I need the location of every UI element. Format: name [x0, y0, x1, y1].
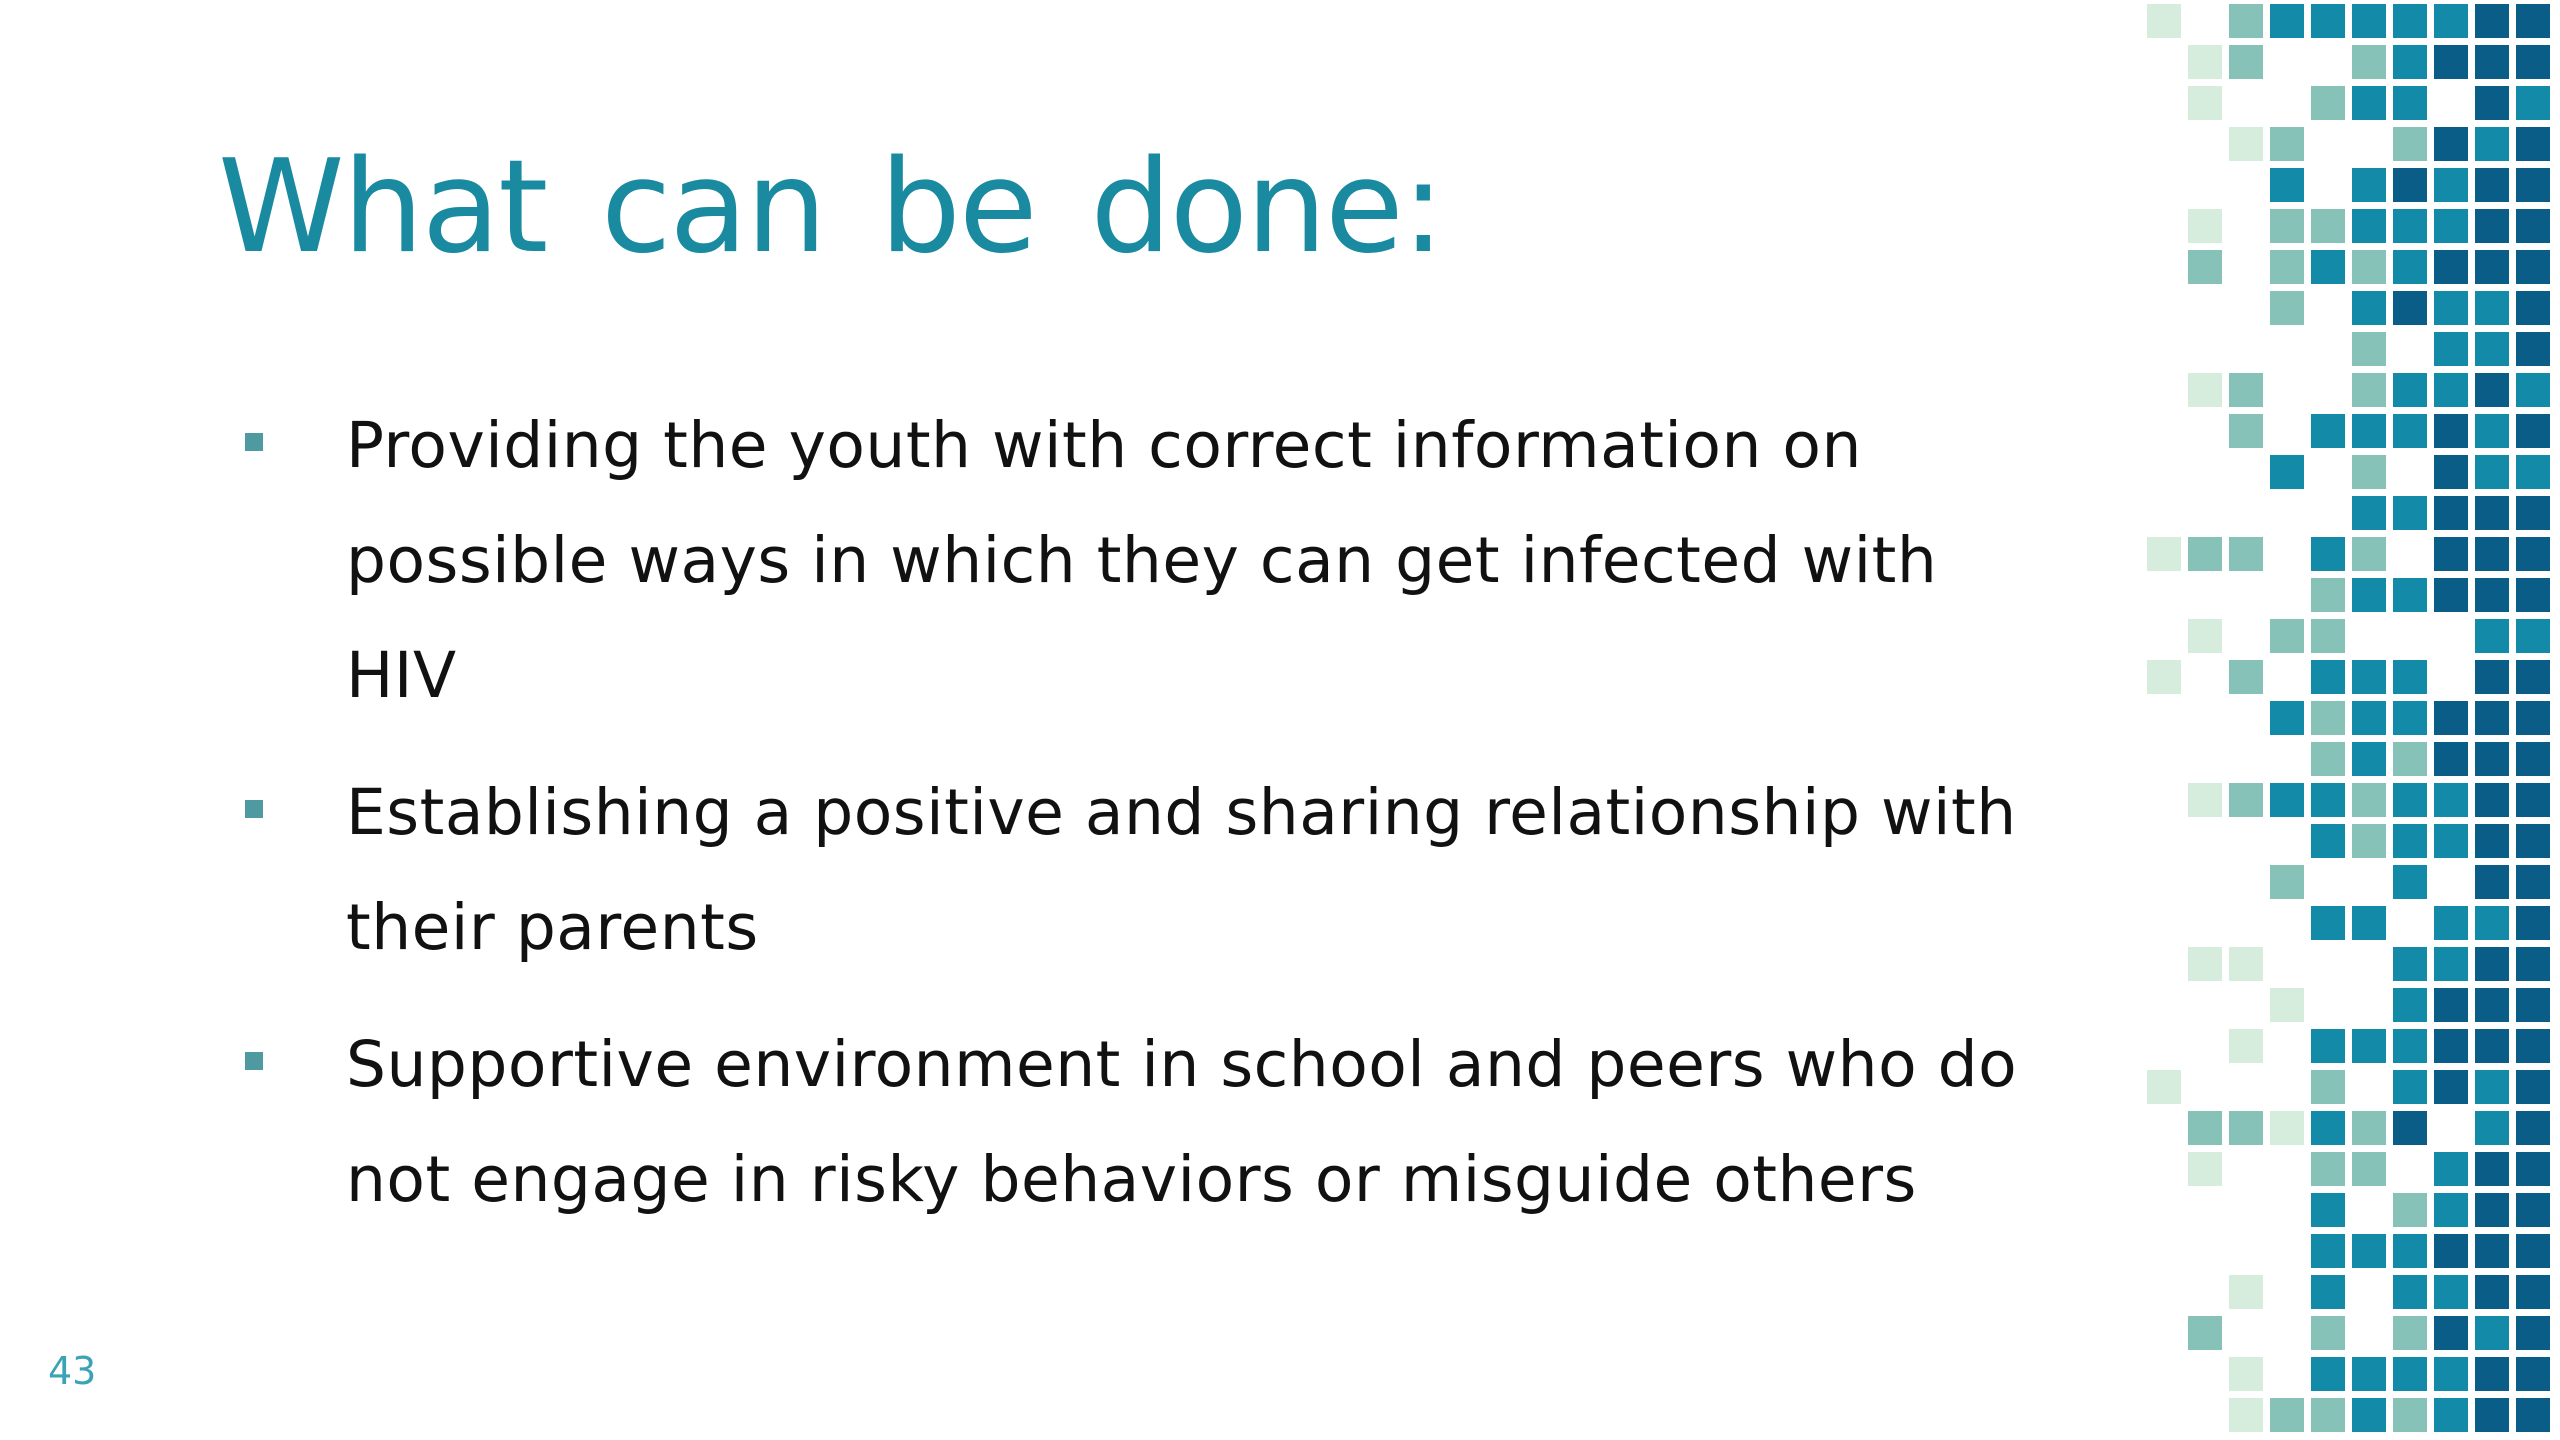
pixel-tile: [2393, 1029, 2427, 1063]
pixel-tile: [2352, 250, 2386, 284]
pixel-tile: [2311, 701, 2345, 735]
pixel-tile: [2188, 86, 2222, 120]
pixel-tile: [2516, 906, 2550, 940]
pixel-tile: [2434, 906, 2468, 940]
pixel-tile: [2434, 45, 2468, 79]
pixel-tile: [2434, 1275, 2468, 1309]
pixel-tile: [2393, 4, 2427, 38]
pixel-tile: [2516, 1152, 2550, 1186]
pixel-tile: [2311, 742, 2345, 776]
pixel-tile: [2352, 86, 2386, 120]
pixel-tile: [2311, 824, 2345, 858]
pixel-tile: [2311, 1152, 2345, 1186]
pixel-tile: [2516, 1234, 2550, 1268]
pixel-tile: [2516, 291, 2550, 325]
pixel-tile: [2270, 1398, 2304, 1432]
pixel-tile: [2516, 1275, 2550, 1309]
pixel-tile: [2475, 250, 2509, 284]
pixel-tile: [2229, 1029, 2263, 1063]
pixel-tile: [2352, 373, 2386, 407]
pixel-tile: [2311, 619, 2345, 653]
pixel-tile: [2229, 373, 2263, 407]
pixel-tile: [2270, 701, 2304, 735]
pixel-tile: [2516, 45, 2550, 79]
pixel-tile: [2229, 4, 2263, 38]
pixel-tile: [2516, 1111, 2550, 1145]
pixel-tile: [2475, 127, 2509, 161]
pixel-tile: [2352, 701, 2386, 735]
pixel-tile: [2516, 373, 2550, 407]
pixel-tile: [2434, 1357, 2468, 1391]
pixel-tile: [2352, 742, 2386, 776]
pixel-tile: [2516, 619, 2550, 653]
pixel-tile: [2475, 701, 2509, 735]
pixel-tile: [2393, 250, 2427, 284]
pixel-tile: [2434, 742, 2468, 776]
pixel-tile: [2434, 496, 2468, 530]
pixel-tile: [2188, 947, 2222, 981]
pixel-tile: [2475, 45, 2509, 79]
pixel-tile: [2516, 455, 2550, 489]
pixel-tile: [2475, 1070, 2509, 1104]
pixel-tile: [2393, 947, 2427, 981]
pixel-tile: [2434, 1193, 2468, 1227]
pixel-tile: [2475, 414, 2509, 448]
pixel-tile: [2475, 824, 2509, 858]
pixel-tile: [2516, 701, 2550, 735]
pixel-tile: [2311, 86, 2345, 120]
pixel-tile: [2393, 865, 2427, 899]
pixel-tile: [2475, 373, 2509, 407]
pixel-tile: [2188, 1316, 2222, 1350]
pixel-tile: [2516, 1316, 2550, 1350]
pixel-tile: [2516, 742, 2550, 776]
pixel-tile: [2393, 701, 2427, 735]
pixel-tile: [2270, 783, 2304, 817]
pixel-tile: [2393, 988, 2427, 1022]
pixel-tile: [2516, 865, 2550, 899]
pixel-tile: [2393, 127, 2427, 161]
pixel-tile: [2393, 1111, 2427, 1145]
pixel-tile: [2475, 578, 2509, 612]
bullet-text: Providing the youth with correct information on possible ways in which they can get infected with HIV: [346, 409, 1938, 712]
pixel-tile: [2393, 824, 2427, 858]
pixel-tile: [2475, 906, 2509, 940]
pixel-tile: [2516, 4, 2550, 38]
pixel-tile: [2475, 988, 2509, 1022]
pixel-tile: [2516, 209, 2550, 243]
pixel-tile: [2516, 250, 2550, 284]
pixel-tile: [2270, 1111, 2304, 1145]
pixel-tile: [2311, 4, 2345, 38]
pixel-tile: [2352, 906, 2386, 940]
pixel-tile: [2516, 1398, 2550, 1432]
pixel-tile: [2516, 1357, 2550, 1391]
pixel-tile: [2311, 1029, 2345, 1063]
pixel-tile: [2434, 1029, 2468, 1063]
pixel-tile: [2516, 414, 2550, 448]
pixel-tile: [2311, 209, 2345, 243]
pixel-tile: [2147, 660, 2181, 694]
pixel-tile: [2229, 45, 2263, 79]
bullet-text: Supportive environment in school and peers who do not engage in risky behaviors or misguide others: [346, 1028, 2018, 1216]
bullet-text: Establishing a positive and sharing relationship with their parents: [346, 776, 2017, 964]
pixel-tile: [2229, 1357, 2263, 1391]
pixel-tile: [2147, 537, 2181, 571]
pixel-tile: [2352, 291, 2386, 325]
pixel-tile: [2270, 865, 2304, 899]
pixel-tile: [2434, 701, 2468, 735]
pixel-tile: [2475, 537, 2509, 571]
pixel-tile: [2393, 783, 2427, 817]
pixel-tile: [2352, 332, 2386, 366]
pixel-tile: [2475, 1275, 2509, 1309]
slide-title: What can be done:: [218, 133, 1443, 282]
pixel-tile: [2516, 783, 2550, 817]
pixel-tile: [2434, 1234, 2468, 1268]
pixel-tile: [2434, 332, 2468, 366]
pixel-tile: [2311, 537, 2345, 571]
pixel-tile: [2311, 660, 2345, 694]
pixel-tile: [2311, 1357, 2345, 1391]
pixel-tile: [2475, 1357, 2509, 1391]
pixel-tile: [2434, 209, 2468, 243]
pixel-tile: [2475, 865, 2509, 899]
pixel-tile: [2311, 1275, 2345, 1309]
pixel-tile: [2393, 1398, 2427, 1432]
pixel-tile: [2188, 1111, 2222, 1145]
pixel-tile: [2352, 1398, 2386, 1432]
pixel-tile: [2475, 1152, 2509, 1186]
pixel-tile: [2475, 496, 2509, 530]
pixel-tile: [2352, 537, 2386, 571]
pixel-tile: [2352, 578, 2386, 612]
pixel-tile: [2393, 45, 2427, 79]
pixel-tile: [2311, 250, 2345, 284]
pixel-tile: [2188, 45, 2222, 79]
pixel-tile: [2434, 1070, 2468, 1104]
pixel-tile: [2516, 496, 2550, 530]
pixel-tile: [2229, 127, 2263, 161]
pixel-tile: [2516, 660, 2550, 694]
pixel-tile: [2270, 127, 2304, 161]
pixel-tile: [2475, 1193, 2509, 1227]
pixel-tile: [2188, 619, 2222, 653]
pixel-tile: [2393, 168, 2427, 202]
pixel-tile: [2475, 1234, 2509, 1268]
pixel-tile: [2434, 947, 2468, 981]
pixel-tile: [2393, 1316, 2427, 1350]
pixel-tile: [2311, 1193, 2345, 1227]
pixel-tile: [2229, 1111, 2263, 1145]
pixel-tile: [2352, 1029, 2386, 1063]
pixel-tile: [2393, 1234, 2427, 1268]
pixel-tile: [2434, 578, 2468, 612]
pixel-tile: [2311, 1398, 2345, 1432]
pixel-tile: [2352, 496, 2386, 530]
pixel-tile: [2188, 783, 2222, 817]
pixel-tile: [2434, 1152, 2468, 1186]
pixel-tile: [2434, 824, 2468, 858]
pixel-tile: [2475, 1029, 2509, 1063]
pixel-tile: [2393, 1193, 2427, 1227]
pixel-tile: [2311, 906, 2345, 940]
pixel-tile: [2475, 1316, 2509, 1350]
pixel-tile: [2393, 209, 2427, 243]
pixel-tile: [2475, 86, 2509, 120]
pixel-tile: [2516, 1193, 2550, 1227]
pixel-tile: [2393, 1070, 2427, 1104]
pixel-tile: [2393, 291, 2427, 325]
pixel-tile: [2475, 947, 2509, 981]
pixel-tile: [2516, 168, 2550, 202]
pixel-tile: [2434, 783, 2468, 817]
pixel-tile: [2270, 988, 2304, 1022]
pixel-tile: [2311, 1316, 2345, 1350]
pixel-tile: [2475, 619, 2509, 653]
pixel-tile: [2229, 783, 2263, 817]
pixel-tile: [2352, 1357, 2386, 1391]
pixel-tile: [2516, 127, 2550, 161]
pixel-tile: [2229, 1398, 2263, 1432]
pixel-tile: [2270, 4, 2304, 38]
pixel-tile: [2434, 127, 2468, 161]
pixel-tile: [2475, 783, 2509, 817]
pixel-tile: [2352, 45, 2386, 79]
pixel-tile: [2311, 1234, 2345, 1268]
pixel-tile: [2475, 660, 2509, 694]
pixel-tile: [2270, 455, 2304, 489]
pixel-tile: [2516, 332, 2550, 366]
pixel-tile: [2393, 373, 2427, 407]
pixel-tile: [2311, 578, 2345, 612]
pixel-tile: [2188, 537, 2222, 571]
pixel-tile: [2352, 1111, 2386, 1145]
pixel-tile: [2393, 742, 2427, 776]
pixel-tile: [2352, 455, 2386, 489]
pixel-tile: [2475, 332, 2509, 366]
pixel-tile: [2434, 1316, 2468, 1350]
pixel-tile: [2229, 537, 2263, 571]
pixel-tile: [2311, 414, 2345, 448]
pixel-tile: [2393, 414, 2427, 448]
pixel-tile: [2475, 291, 2509, 325]
pixel-tile: [2516, 86, 2550, 120]
pixel-tile: [2516, 578, 2550, 612]
pixel-tile: [2352, 209, 2386, 243]
pixel-tile: [2475, 1398, 2509, 1432]
pixel-tile: [2475, 455, 2509, 489]
pixel-tile: [2516, 947, 2550, 981]
pixel-tile: [2188, 250, 2222, 284]
pixel-tile: [2475, 1111, 2509, 1145]
pixel-tile: [2393, 1275, 2427, 1309]
pixel-tile: [2475, 742, 2509, 776]
pixel-tile: [2516, 1070, 2550, 1104]
pixel-tile: [2434, 1398, 2468, 1432]
pixel-tile: [2188, 209, 2222, 243]
pixel-tile: [2434, 537, 2468, 571]
pixel-tile: [2311, 783, 2345, 817]
pixel-tile: [2270, 291, 2304, 325]
pixel-tile: [2516, 1029, 2550, 1063]
pixel-tile: [2270, 168, 2304, 202]
pixel-tile: [2475, 209, 2509, 243]
pixel-tile: [2434, 291, 2468, 325]
pixel-tile: [2270, 250, 2304, 284]
pixel-tile: [2434, 455, 2468, 489]
pixel-tile: [2475, 4, 2509, 38]
page-number: 43: [48, 1349, 97, 1393]
pixel-tile: [2352, 1234, 2386, 1268]
pixel-tile: [2516, 988, 2550, 1022]
pixel-tile: [2475, 168, 2509, 202]
pixel-tile: [2311, 1070, 2345, 1104]
pixel-tile: [2352, 168, 2386, 202]
pixel-tile: [2516, 537, 2550, 571]
pixel-tile: [2311, 1111, 2345, 1145]
pixel-tile: [2229, 947, 2263, 981]
pixel-tile: [2352, 660, 2386, 694]
pixel-tile: [2188, 1152, 2222, 1186]
pixel-tile: [2516, 824, 2550, 858]
pixel-tile: [2434, 250, 2468, 284]
pixel-tile: [2352, 414, 2386, 448]
pixel-tile: [2393, 1357, 2427, 1391]
pixel-tile: [2393, 496, 2427, 530]
pixel-tile: [2352, 4, 2386, 38]
pixel-tile: [2270, 209, 2304, 243]
pixel-tile: [2352, 783, 2386, 817]
pixel-tile: [2188, 373, 2222, 407]
pixel-tile: [2434, 988, 2468, 1022]
pixel-tile: [2270, 619, 2304, 653]
pixel-tile: [2147, 1070, 2181, 1104]
pixel-tile: [2434, 414, 2468, 448]
pixel-tile: [2147, 4, 2181, 38]
pixel-tile: [2434, 4, 2468, 38]
pixel-tile: [2393, 578, 2427, 612]
pixel-tile: [2352, 824, 2386, 858]
pixel-tile: [2393, 660, 2427, 694]
pixel-tile: [2229, 1275, 2263, 1309]
pixel-tile: [2229, 660, 2263, 694]
pixel-tile: [2229, 414, 2263, 448]
pixel-tile: [2393, 86, 2427, 120]
pixel-tile: [2434, 373, 2468, 407]
pixel-tile: [2434, 168, 2468, 202]
pixel-tile: [2352, 1152, 2386, 1186]
